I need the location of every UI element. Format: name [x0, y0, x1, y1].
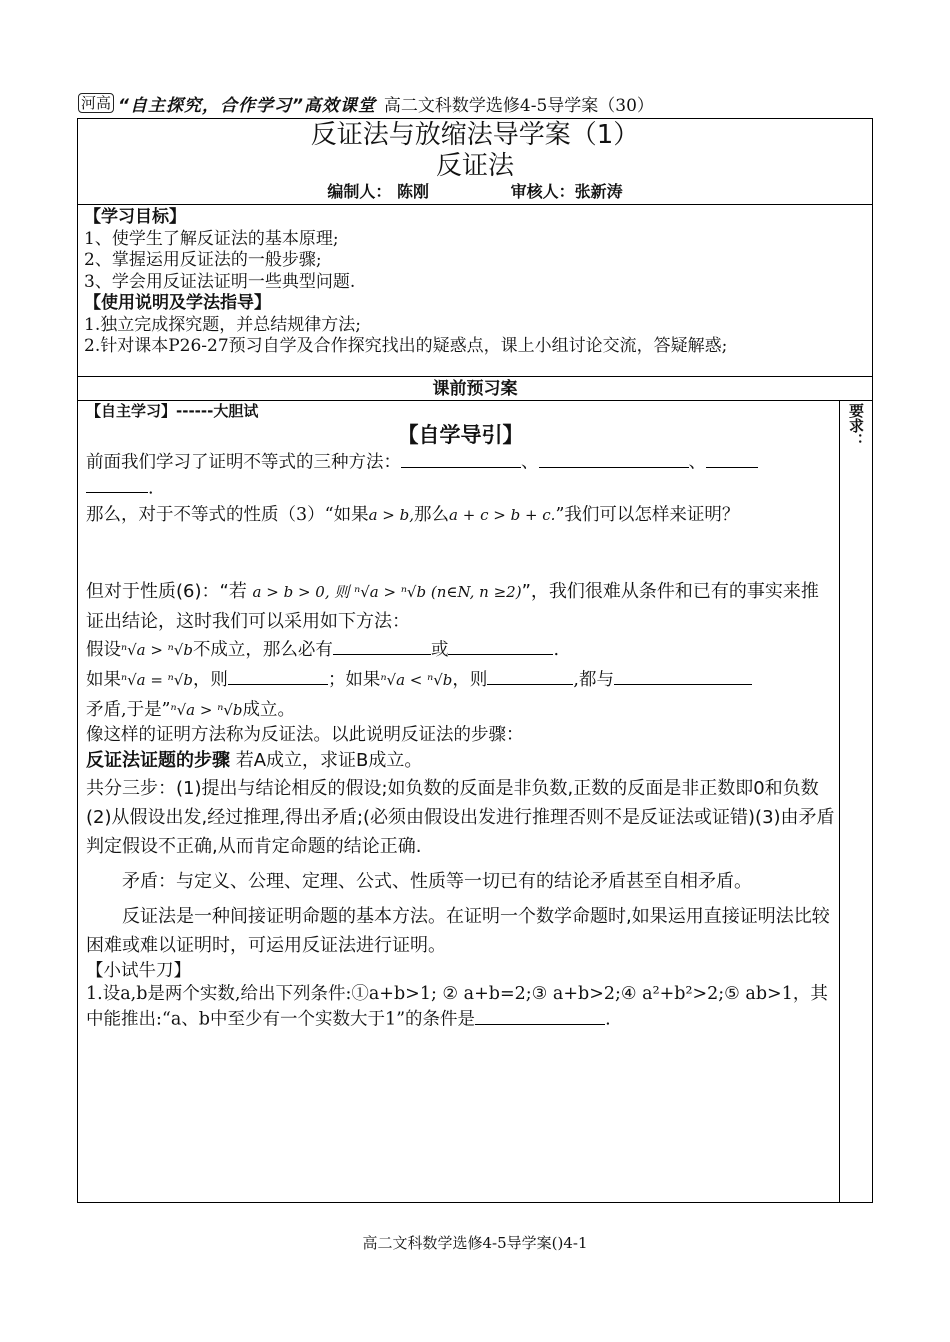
- goal-item: 3、学会用反证法证明一些典型问题.: [84, 271, 356, 292]
- steps-heading-line: 反证法证题的步骤 若A成立，求证B成立。: [86, 750, 423, 771]
- sub-title: 反证法: [435, 151, 514, 181]
- answer-blank[interactable]: [228, 667, 328, 686]
- requirements-label: 要求：: [847, 403, 865, 448]
- steps-body: 共分三步：(1)提出与结论相反的假设;如负数的反面是非负数,正数的反面是非正数即0和负数(2)从假设出发,经过推理,得出矛盾;(必须由假设出发进行推理否则不是反证法或证错)(3)由矛盾判定假设不正确,从而肯定命题的结论正确.: [86, 778, 835, 857]
- usage-item: 2.针对课本P26-27预习自学及合作探究找出的疑惑点，课上小组讨论交流，答疑解惑;: [84, 336, 728, 356]
- goal-item: 1、使学生了解反证法的基本原理;: [84, 228, 339, 249]
- main-title: 反证法与放缩法导学案（1）: [310, 120, 640, 150]
- method-intro: 像这样的证明方法称为反证法。以此说明反证法的步骤：: [86, 725, 524, 745]
- usage-heading: 【使用说明及学法指导】: [84, 293, 271, 313]
- page-footer: 高二文科数学选修4-5导学案()4-1: [362, 1234, 588, 1252]
- property6-paragraph: 但对于性质(6)：“若 a > b > 0, 则 ⁿ√a > ⁿ√b (n∈N, n ≥2)”，我们很难从条件和已有的事实来推证出结论，这时我们可以采用如下方法：: [86, 581, 819, 632]
- preview-main-column: [78, 401, 840, 1202]
- answer-blank[interactable]: [86, 475, 148, 494]
- answer-blank[interactable]: [333, 637, 431, 656]
- answer-blank[interactable]: [539, 449, 689, 468]
- answer-blank[interactable]: [614, 667, 752, 686]
- preview-heading: 课前预习案: [78, 377, 872, 401]
- guide-title: 【自学导引】: [397, 423, 524, 447]
- assumption-line: 假设ⁿ√a > ⁿ√b不成立，那么必有 或 .: [86, 636, 835, 665]
- case-analysis-line: 如果ⁿ√a = ⁿ√b，则 ；如果ⁿ√a < ⁿ√b，则 ,都与: [86, 665, 835, 696]
- self-study-label: 【自主学习】------大胆试: [86, 402, 259, 420]
- goals-heading: 【学习目标】: [84, 207, 186, 227]
- requirements-column: [840, 401, 872, 448]
- trial-heading: 【小试牛刀】: [86, 961, 191, 981]
- steps-title: 反证法证题的步骤: [86, 750, 230, 771]
- page-header: [78, 88, 838, 118]
- school-logo: 河高: [78, 93, 114, 113]
- goals-section: [78, 205, 872, 377]
- goal-item: 2、掌握运用反证法的一般步骤;: [84, 250, 322, 270]
- conclusion-line: 矛盾,于是”ⁿ√a > ⁿ√b成立。: [86, 700, 295, 720]
- answer-blank[interactable]: [487, 667, 573, 686]
- title-row: [78, 119, 872, 205]
- methods-question: 前面我们学习了证明不等式的三种方法： 、 、 .: [86, 449, 835, 500]
- answer-blank[interactable]: [475, 1006, 605, 1025]
- trial-question-1: 1.设a,b是两个实数,给出下列条件:①a+b>1; ② a+b=2;③ a+b>2;④ a²+b²>2;⑤ ab>1，其中能推出:“a、b中至少有一个实数大于1”的条件是 .: [86, 984, 828, 1030]
- preview-body: [78, 401, 872, 1202]
- editor-label: 编制人： 陈刚: [327, 182, 429, 201]
- header-slogan: “自主探究，合作学习”高效课堂: [118, 95, 376, 116]
- reviewer-label: 审核人：张新涛: [510, 182, 623, 201]
- answer-blank[interactable]: [401, 449, 521, 468]
- authors-line: [78, 181, 872, 203]
- worksheet-table: [77, 118, 873, 1203]
- method-description: 反证法是一种间接证明命题的基本方法。在证明一个数学命题时,如果运用直接证明法比较困难或难以证明时，可运用反证法进行证明。: [86, 906, 830, 956]
- answer-blank[interactable]: [448, 637, 553, 656]
- contradiction-definition: 矛盾：与定义、公理、定理、公式、性质等一切已有的结论矛盾甚至自相矛盾。: [122, 871, 752, 892]
- header-subtitle: 高二文科数学选修4-5导学案（30）: [383, 95, 654, 116]
- usage-item: 1.独立完成探究题，并总结规律方法;: [84, 314, 361, 335]
- property3-question: 那么，对于不等式的性质（3）“如果a > b,那么a + c > b + c.”我们可以怎样来证明？: [86, 505, 740, 525]
- answer-blank[interactable]: [706, 449, 758, 468]
